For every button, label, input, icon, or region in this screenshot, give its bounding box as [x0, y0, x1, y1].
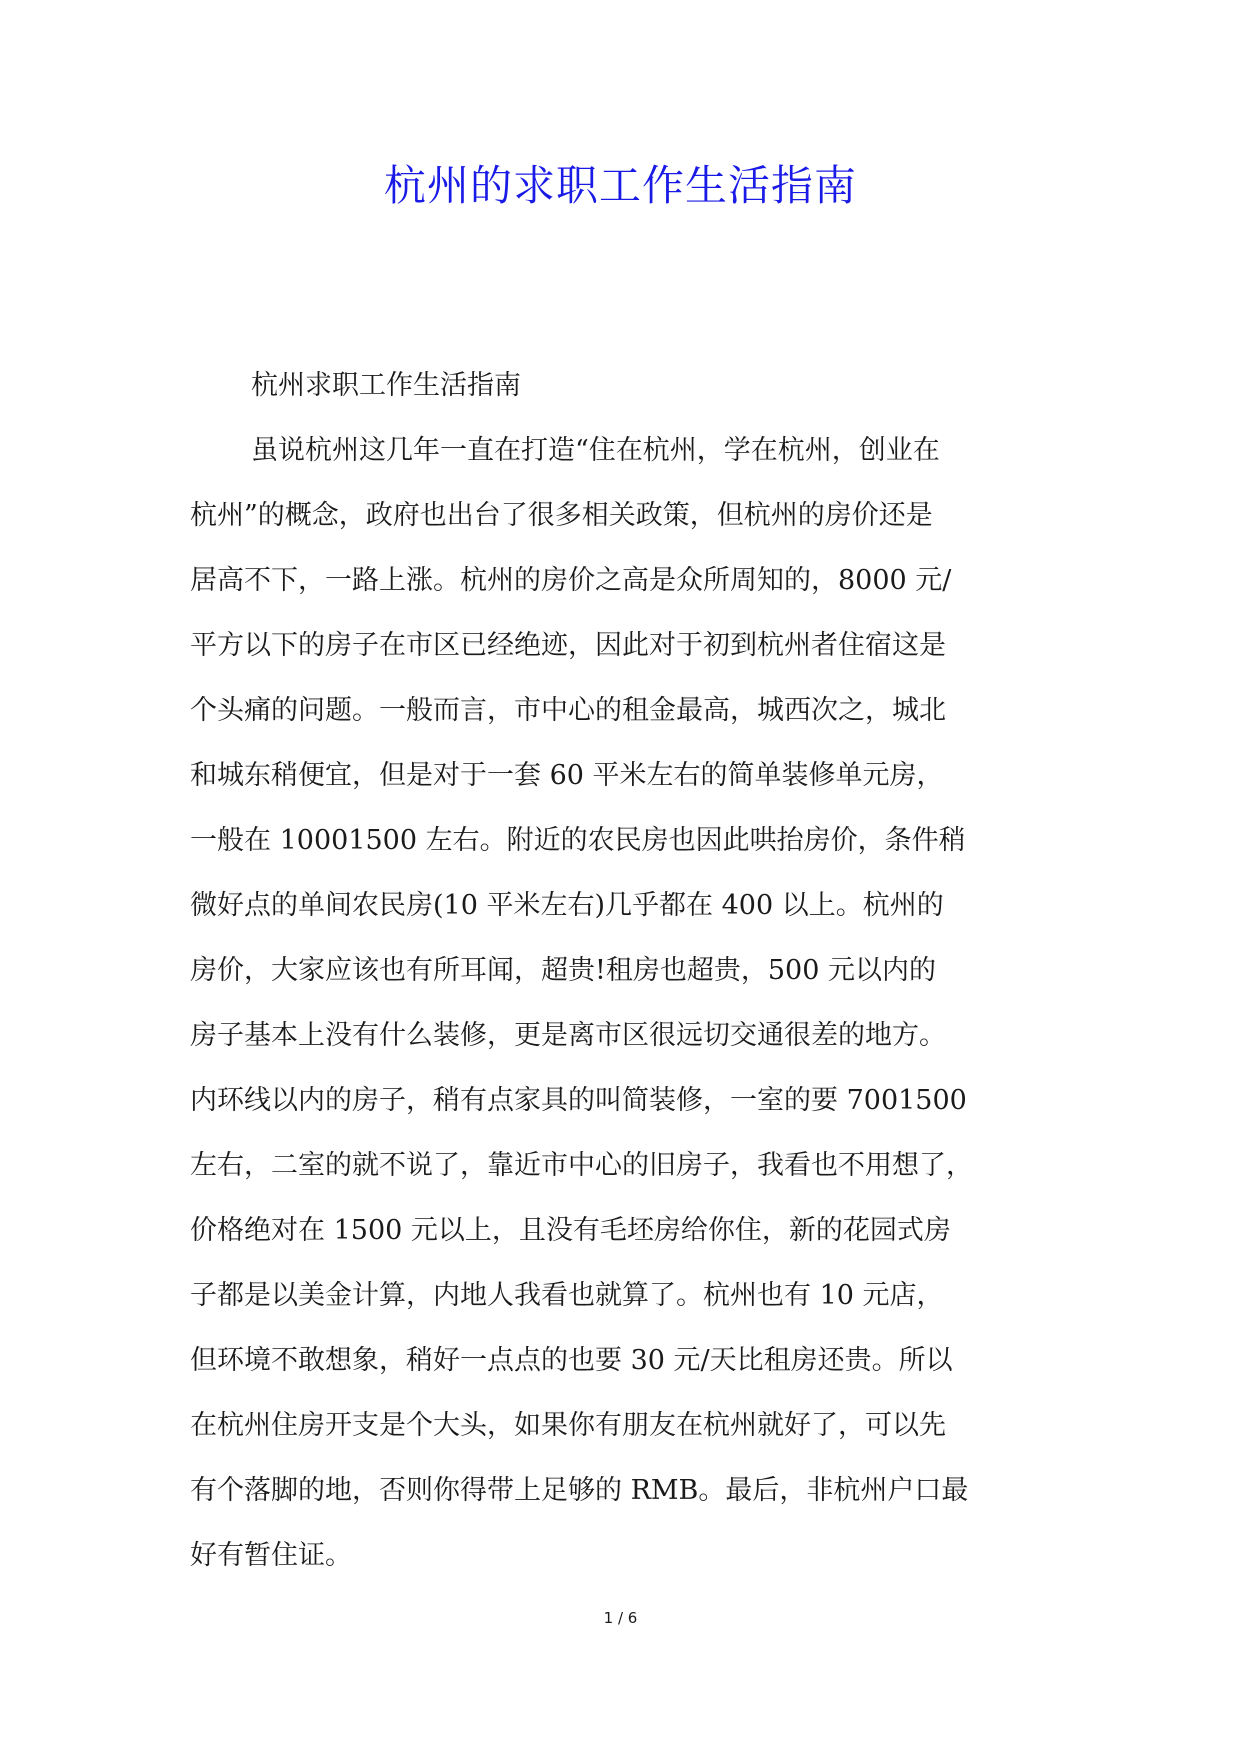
paragraph-line: 在杭州住房开支是个大头，如果你有朋友在杭州就好了，可以先 — [190, 1410, 946, 1441]
paragraph-line: 和城东稍便宜，但是对于一套 60 平米左右的简单装修单元房， — [190, 760, 944, 791]
paragraph-line: 平方以下的房子在市区已经绝迹，因此对于初到杭州者住宿这是 — [190, 630, 946, 661]
paragraph-line: 子都是以美金计算，内地人我看也就算了。杭州也有 10 元店， — [190, 1280, 944, 1311]
paragraph-line: 但环境不敢想象，稍好一点点的也要 30 元/天比租房还贵。所以 — [190, 1345, 953, 1376]
paragraph-line: 一般在 10001500 左右。附近的农民房也因此哄抬房价，条件稍 — [190, 825, 966, 856]
paragraph-line: 好有暂住证。 — [190, 1540, 352, 1571]
section-heading: 杭州求职工作生活指南 — [251, 370, 521, 401]
document-body — [190, 353, 1060, 1588]
paragraph-line: 有个落脚的地，否则你得带上足够的 RMB。最后，非杭州户口最 — [190, 1475, 969, 1506]
page-number: 1 / 6 — [603, 1609, 638, 1627]
paragraph-line: 房价，大家应该也有所耳闻，超贵!租房也超贵，500 元以内的 — [190, 955, 936, 986]
paragraph-line: 内环线以内的房子，稍有点家具的叫简装修，一室的要 7001500 — [190, 1085, 967, 1116]
paragraph-line: 价格绝对在 1500 元以上，且没有毛坯房给你住，新的花园式房 — [190, 1215, 951, 1246]
paragraph-line: 杭州”的概念，政府也出台了很多相关政策，但杭州的房价还是 — [190, 500, 933, 531]
paragraph-line: 微好点的单间农民房(10 平米左右)几乎都在 400 以上。杭州的 — [190, 890, 944, 921]
paragraph-line: 个头痛的问题。一般而言，市中心的租金最高，城西次之，城北 — [190, 695, 946, 726]
paragraph-line: 虽说杭州这几年一直在打造“住在杭州，学在杭州，创业在 — [251, 435, 940, 466]
paragraph-line: 左右，二室的就不说了，靠近市中心的旧房子，我看也不用想了， — [190, 1150, 973, 1181]
document-title: 杭州的求职工作生活指南 — [383, 161, 857, 210]
paragraph-line: 房子基本上没有什么装修，更是离市区很远切交通很差的地方。 — [190, 1020, 946, 1051]
paragraph-line: 居高不下，一路上涨。杭州的房价之高是众所周知的，8000 元/ — [190, 565, 952, 596]
